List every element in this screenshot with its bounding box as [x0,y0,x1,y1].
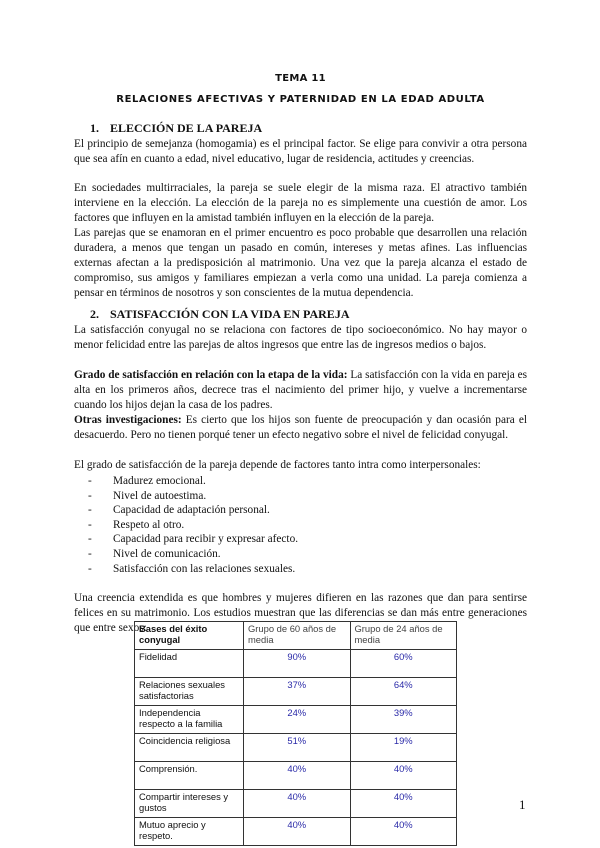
cell: 40% [350,790,457,818]
table-row [135,762,457,790]
list-item: - Satisfacción con las relaciones sexuales. [88,562,296,575]
cell: Mutuo aprecio y respeto. [135,818,244,846]
table-header-row [135,622,457,650]
table-row [135,678,457,706]
paragraph: El principio de semejanza (homogamia) es el principal factor. Se elige para convivir a otra persona que sea afín en cuanto a edad, nivel educativo, lugar de residencia, actitudes y creencias. [74,138,527,165]
list-item: - Respeto al otro. [88,518,185,531]
cell: 19% [350,734,457,762]
cell: Fidelidad [135,650,244,678]
paragraph: La satisfacción conyugal no se relaciona con factores de tipo socioeconómico. No hay mayor o menor felicidad entre las parejas de altos ingresos que entre las de ingresos medios o bajos. [74,324,527,351]
list-item: - Nivel de comunicación. [88,547,221,560]
factor-list [88,474,298,576]
bold-lead: Otras investigaciones: [74,414,182,426]
section-number: 2. [90,307,99,321]
section-1-heading [90,121,262,136]
header-cell: Bases del éxito conyugal [135,622,244,650]
table-row [135,706,457,734]
doc-title: TEMA 11 [275,73,326,84]
table-row [135,790,457,818]
cell: 90% [244,650,351,678]
table-row [135,734,457,762]
cell: 40% [350,818,457,846]
paragraph: Una creencia extendida es que hombres y mujeres difieren en las razones que dan para sentirse felices en su matrimonio. Los estudios muestran que las diferencias se dan más entre generaciones que entre sexos: [74,592,527,634]
list-item: - Nivel de autoestima. [88,489,207,502]
table-row [135,818,457,846]
list-item: - Madurez emocional. [88,475,206,487]
paragraph: En sociedades multirraciales, la pareja se suele elegir de la misma raza. El atractivo también interviene en la elección. La elección de la pareja no es simplemente una cuestión de amor. Los factores que influyen en la amistad también influyen en la elección de la pareja. [74,182,527,224]
list-item: - Capacidad de adaptación personal. [88,504,270,517]
section-2-heading [90,307,349,322]
header-cell: Grupo de 24 años de media [350,622,457,650]
cell: 40% [244,790,351,818]
paragraph: Las parejas que se enamoran en el primer encuentro es poco probable que desarrollen una relación duradera, a menos que tengan un pasado en común, intereses y metas afines. Las influencias externas afectan a la predisposición al matrimonio. Una vez que la pareja alcanza el estado de compromiso, sus amigos y familiares empiezan a verla como una unidad. La pareja comienza a pensar en términos de nosotros y son conscientes de la mutua dependencia. [74,227,527,299]
paragraph [74,413,527,443]
paragraph [74,368,527,413]
cell: Coincidencia religiosa [135,734,244,762]
list-item: - Capacidad para recibir y expresar afecto. [88,533,299,546]
cell: 40% [350,762,457,790]
cell: Comprensión. [135,762,244,790]
doc-subtitle: RELACIONES AFECTIVAS Y PATERNIDAD EN LA EDAD ADULTA [116,94,485,105]
cell: Independencia respecto a la familia [135,706,244,734]
section-title: SATISFACCIÓN CON LA VIDA EN PAREJA [110,307,350,321]
cell: 40% [244,818,351,846]
page-number: 1 [519,797,526,812]
cell: Relaciones sexuales satisfactorias [135,678,244,706]
paragraph-text: Es cierto que los hijos son fuente de preocupación y dan ocasión para el desacuerdo. Pero no tienen porqué tener un efecto negativo sobre el nivel de felicidad conyugal. [74,414,527,441]
section-title: ELECCIÓN DE LA PAREJA [110,121,263,135]
cell: 64% [350,678,457,706]
cell: 51% [244,734,351,762]
paragraph-text: La satisfacción con la vida en pareja es alta en los primeros años, decrece tras el nacimiento del primer hijo, y vuelve a incrementarse cuando los hijos dejan la casa de los padres. [74,369,527,411]
table-row [135,650,457,678]
section-number: 1. [90,121,99,135]
header-cell: Grupo de 60 años de media [244,622,351,650]
paragraph: El grado de satisfacción de la pareja depende de factores tanto intra como interpersonales: [74,459,481,471]
cell: 60% [350,650,457,678]
cell: 24% [244,706,351,734]
success-bases-table [134,621,457,846]
cell: Compartir intereses y gustos [135,790,244,818]
cell: 37% [244,678,351,706]
cell: 39% [350,706,457,734]
bold-lead: Grado de satisfacción en relación con la etapa de la vida: [74,369,348,381]
cell: 40% [244,762,351,790]
